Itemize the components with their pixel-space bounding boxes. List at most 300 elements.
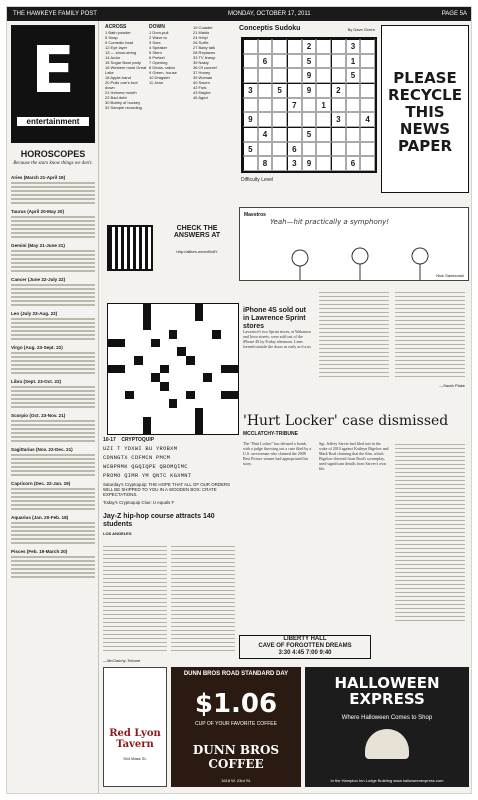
horoscope-text-line <box>11 364 95 366</box>
sudoku-cell[interactable] <box>360 68 375 83</box>
sudoku-cell[interactable] <box>258 142 273 157</box>
sudoku-cell[interactable] <box>258 39 273 54</box>
cryptoquip-answer: Saturday's Cryptoquip: THE HOPE THAT ALL OF OUR ORDERS WILL BE SHIPPED TO YOU IN A WOODEN BOX: CRATE EXPECTATIONS. <box>103 482 230 497</box>
newspaper-page <box>6 6 472 794</box>
crossword-clue: 6 Pretzel <box>149 55 165 60</box>
horoscope-text-line <box>11 304 95 306</box>
sudoku-cell[interactable] <box>243 68 258 83</box>
crossword-clue: 20 Pulls one's foot down <box>105 80 138 90</box>
crossword-black-square <box>177 347 186 356</box>
crossword-black-square <box>186 391 195 400</box>
horoscope-text-line <box>11 488 95 490</box>
sudoku-cell[interactable] <box>316 112 331 127</box>
horoscope-sign <box>11 175 95 204</box>
crossword-black-square <box>186 356 195 365</box>
comic-credit: Nick Samborski <box>436 273 464 278</box>
hurt-locker-headline: 'Hurt Locker' case dismissed <box>243 413 449 429</box>
horoscope-text-line <box>11 216 95 218</box>
coffee-offer: DUNN BROS ROAD STANDARD DAY <box>183 671 289 677</box>
horoscope-text-line <box>11 402 95 404</box>
sudoku-cell[interactable] <box>243 127 258 142</box>
sudoku-cell[interactable] <box>287 112 302 127</box>
crossword-clue: 5 Stern <box>149 50 162 55</box>
horoscope-text-line <box>11 428 95 430</box>
horoscope-text-line <box>11 300 95 302</box>
jayz-story <box>103 513 235 663</box>
cryptoquip-line-1: UZI T YDXWI BU YROBXM <box>103 446 178 452</box>
crossword-clue: 43 Maybe <box>193 90 211 95</box>
horoscope-text-line <box>11 288 95 290</box>
sudoku-cell[interactable] <box>316 54 331 69</box>
iphone-text-col-3 <box>395 289 465 379</box>
sudoku-cell[interactable]: 9 <box>302 68 317 83</box>
cryptoquip-line-4: PROMO QIMR YM QNTC KGXMNT <box>103 473 192 479</box>
horoscope-sign-name: Taurus (April 20-May 20) <box>11 209 65 214</box>
horoscope-text-line <box>11 368 95 370</box>
sudoku-cell[interactable]: 5 <box>346 68 361 83</box>
horoscope-text-line <box>11 194 95 196</box>
horoscope-text-line <box>11 538 95 540</box>
crossword-black-square <box>221 365 230 374</box>
check-answers-headline: CHECK THE ANSWERS AT <box>173 225 221 239</box>
hurt-locker-text-col-3 <box>395 441 465 621</box>
horoscope-sign <box>11 243 95 272</box>
sudoku-grid <box>241 37 377 173</box>
sudoku-cell[interactable] <box>287 83 302 98</box>
crossword-black-square <box>143 425 152 434</box>
sudoku-cell[interactable] <box>287 54 302 69</box>
left-column <box>7 21 99 794</box>
sudoku-cell[interactable]: 5 <box>302 54 317 69</box>
sudoku-cell[interactable]: 1 <box>316 98 331 113</box>
crossword-clue: 22 Bad debt <box>105 95 127 100</box>
coffee-price: $1.06 <box>194 689 278 719</box>
horoscope-text-line <box>11 334 95 336</box>
horoscope-text-line <box>11 372 95 374</box>
crossword-clue: 11 Jean <box>149 80 163 85</box>
sudoku-cell[interactable] <box>346 98 361 113</box>
horoscope-sign <box>11 413 95 442</box>
horoscope-text-line <box>11 470 95 472</box>
crossword-clue: 37 Honey <box>193 70 211 75</box>
horoscope-text-line <box>11 322 95 324</box>
crossword-black-square <box>195 408 204 417</box>
horoscope-text-line <box>11 500 95 502</box>
ghost-icon <box>365 729 409 759</box>
horoscope-text-line <box>11 190 95 192</box>
crossword-black-square <box>117 365 126 374</box>
sudoku-cell[interactable] <box>360 83 375 98</box>
sudoku-cell[interactable] <box>243 54 258 69</box>
horoscope-text-line <box>11 262 95 264</box>
jayz-text-col-1 <box>103 543 167 653</box>
sudoku-cell[interactable] <box>258 83 273 98</box>
horoscope-text-line <box>11 182 95 184</box>
sudoku-cell[interactable] <box>346 127 361 142</box>
sudoku-cell[interactable] <box>316 83 331 98</box>
sudoku-cell[interactable]: 2 <box>302 39 317 54</box>
cryptoquip-date: 10-17 <box>103 437 116 443</box>
crossword-clue: 16 Western most Great Lake <box>105 65 147 75</box>
sudoku-cell[interactable] <box>258 98 273 113</box>
horoscope-sign-name: Virgo (Aug. 23-Sept. 22) <box>11 345 63 350</box>
horoscope-sign-name: Cancer (June 22-July 22) <box>11 277 66 282</box>
sudoku-cell[interactable]: 8 <box>258 156 273 171</box>
crossword-black-square <box>143 313 152 322</box>
sudoku-cell[interactable] <box>316 68 331 83</box>
page-number: PAGE 5A <box>441 11 467 17</box>
horoscope-sign <box>11 481 95 510</box>
crossword-black-square <box>203 373 212 382</box>
horoscope-text-line <box>11 508 95 510</box>
horoscope-text-line <box>11 236 95 238</box>
comic-drawing-icon <box>240 208 470 282</box>
sudoku-cell[interactable] <box>272 156 287 171</box>
cryptoquip-line-3: WCBPRMK QGQIQPE QBOMQIMC <box>103 464 188 470</box>
crossword-clue: 14 Ardor <box>105 55 121 60</box>
crossword-clue: 4 Speaker <box>149 45 168 50</box>
red-lion-ad[interactable] <box>103 667 167 787</box>
sudoku-cell[interactable] <box>243 156 258 171</box>
sudoku-cell[interactable] <box>272 39 287 54</box>
sudoku-cell[interactable]: 5 <box>302 127 317 142</box>
horoscope-text-line <box>11 522 95 524</box>
liberty-hall-times: 3:30 4:45 7:00 9:40 <box>278 650 332 656</box>
horoscopes-title: HOROSCOPES <box>20 149 86 159</box>
horoscope-text-line <box>11 406 95 408</box>
crossword-clue: 9 Green- house <box>149 70 177 75</box>
paper-name: THE HAWKEYE FAMILY POST <box>13 11 97 17</box>
horoscope-text-line <box>11 360 95 362</box>
sudoku-cell[interactable]: 7 <box>287 98 302 113</box>
down-clues <box>149 25 191 85</box>
horoscope-text-line <box>11 326 95 328</box>
sudoku-title: Conceptis Sudoku <box>239 25 301 32</box>
comic-title: Maestros <box>244 212 266 218</box>
coffee-sub: CUP OF YOUR FAVORITE COFFEE <box>195 721 277 727</box>
crossword-clue: 27 Baby talk <box>193 45 216 50</box>
sudoku-cell[interactable]: 5 <box>243 142 258 157</box>
horoscope-text-line <box>11 556 95 558</box>
crossword-clue: 3 Sore <box>149 40 161 45</box>
crossword-black-square <box>117 339 126 348</box>
jayz-credit: —McClatchy-Tribune <box>103 658 141 663</box>
horoscope-text-line <box>11 356 95 358</box>
horoscope-text-line <box>11 224 95 226</box>
sudoku-cell[interactable]: 3 <box>243 83 258 98</box>
horoscope-text-line <box>11 390 95 392</box>
sudoku-cell[interactable] <box>360 98 375 113</box>
cryptoquip-clue: Today's Cryptoquip Clue: U equals F <box>103 500 175 505</box>
horoscope-sign-name: Leo (July 23-Aug. 22) <box>11 311 58 316</box>
horoscope-text-line <box>11 266 95 268</box>
crossword-clue: 1 Bath powder <box>105 30 131 35</box>
iphone-body: Lawrence's two Sprint stores, at Wakarusa and Iowa streets, were sold out of the iPhone 4S by Friday afternoon. Lines formed outside the doors as early as 6 a.m. <box>243 329 312 349</box>
crossword-clue: 42 Fork <box>193 85 207 90</box>
liberty-hall-name: LIBERTY HALL <box>283 636 327 642</box>
horoscope-text-line <box>11 454 95 456</box>
horoscope-text-line <box>11 270 95 272</box>
crossword-clue: 7 Opening <box>149 60 168 65</box>
sudoku-cell[interactable] <box>302 112 317 127</box>
horoscope-sign-name: Libra (Sept. 23-Oct. 22) <box>11 379 62 384</box>
coffee-addr: 1618 W. 23rd St. <box>221 778 251 783</box>
express-foot: In the Hampton Inn Lodge Building www.halloweenexpress.com <box>330 778 444 783</box>
horoscope-text-line <box>11 568 95 570</box>
sudoku-cell[interactable] <box>272 54 287 69</box>
horoscope-sign-name: Pisces (Feb. 19-March 20) <box>11 549 68 554</box>
section-logo-letter: E <box>31 34 75 108</box>
horoscope-text-line <box>11 530 95 532</box>
crossword-black-square <box>143 304 152 313</box>
crossword-clue: 12 Eye layer <box>105 45 128 50</box>
sudoku-cell[interactable]: 4 <box>258 127 273 142</box>
horoscope-text-line <box>11 398 95 400</box>
crossword-black-square <box>229 391 238 400</box>
express-title: HALLOWEEN EXPRESS <box>334 674 440 708</box>
sudoku-cell[interactable]: 6 <box>258 54 273 69</box>
sudoku-cell[interactable] <box>272 127 287 142</box>
sudoku-cell[interactable]: 9 <box>243 112 258 127</box>
crossword-clue: 32 Sample recording <box>105 105 142 110</box>
sudoku-cell[interactable]: 1 <box>346 54 361 69</box>
across-clues <box>105 25 147 110</box>
sudoku-cell[interactable]: 3 <box>331 112 346 127</box>
horoscope-sign-name: Sagittarius (Nov. 22-Dec. 21) <box>11 447 73 452</box>
comic-speech: Yeah—hit practically a symphony! <box>270 218 390 226</box>
horoscope-text-line <box>11 462 95 464</box>
crossword-clue: 1 Dom-pull <box>149 30 169 35</box>
horoscope-text-line <box>11 576 95 578</box>
horoscope-list <box>11 175 95 583</box>
sudoku-cell[interactable] <box>331 54 346 69</box>
sudoku-cell[interactable] <box>287 68 302 83</box>
crossword-black-square <box>160 382 169 391</box>
sudoku-byline: By Dave Green <box>347 27 375 32</box>
check-answers-ad <box>103 221 235 307</box>
crossword-clue: 21 Hebrew month <box>105 90 137 95</box>
down-header: DOWN <box>149 24 165 30</box>
horoscope-sign <box>11 515 95 544</box>
sudoku-cell[interactable] <box>287 127 302 142</box>
sudoku-cell[interactable] <box>360 156 375 171</box>
horoscope-text-line <box>11 296 95 298</box>
sudoku-cell[interactable]: 6 <box>287 142 302 157</box>
sudoku-cell[interactable] <box>272 112 287 127</box>
crossword-black-square <box>151 373 160 382</box>
crossword-clue: 30 Bobby of hockey <box>105 100 141 105</box>
horoscope-text-line <box>11 542 95 544</box>
crossword-clue: 5 Snap <box>105 35 118 40</box>
sudoku-cell[interactable]: 6 <box>346 156 361 171</box>
horoscope-text-line <box>11 394 95 396</box>
crossword-clue: 36 Of course! <box>193 65 218 70</box>
crossword-clue: 13 — show-string <box>105 50 137 55</box>
horoscopes-subtitle: Because the stars know things we don't. <box>13 161 93 166</box>
sudoku-cell[interactable]: 3 <box>287 156 302 171</box>
crossword-black-square <box>229 365 238 374</box>
coffee-brand: DUNN BROS COFFEE <box>192 743 280 771</box>
down-clues-more <box>193 25 235 100</box>
sudoku-cell[interactable]: 4 <box>360 112 375 127</box>
section-logo <box>11 25 95 143</box>
sudoku-cell[interactable] <box>302 98 317 113</box>
horoscope-text-line <box>11 496 95 498</box>
sudoku-panel <box>239 25 379 193</box>
sudoku-cell[interactable]: 3 <box>346 39 361 54</box>
cryptoquip-line-2: CDNNGTX CDFMCN PMCM <box>103 455 171 461</box>
sudoku-difficulty: Difficulty Level <box>241 177 274 183</box>
horoscope-text-line <box>11 424 95 426</box>
crossword-black-square <box>108 365 117 374</box>
horoscope-sign-name: Scorpio (Oct. 23-Nov. 21) <box>11 413 66 418</box>
sudoku-cell[interactable]: 2 <box>331 83 346 98</box>
issue-date: MONDAY, OCTOBER 17, 2011 <box>228 11 311 17</box>
recycle-text: PLEASE RECYCLE THIS NEWS PAPER <box>388 69 462 155</box>
sudoku-cell[interactable] <box>316 156 331 171</box>
crossword-clue: 45 Aged <box>193 95 208 100</box>
horoscope-text-line <box>11 386 95 388</box>
horoscope-text-line <box>11 440 95 442</box>
sudoku-cell[interactable] <box>316 39 331 54</box>
horoscope-text-line <box>11 420 95 422</box>
crossword-clue: 28 Replaces <box>193 50 216 55</box>
horoscope-sign <box>11 209 95 238</box>
horoscope-sign <box>11 345 95 374</box>
crossword-black-square <box>134 356 143 365</box>
crossword-black-square <box>169 330 178 339</box>
horoscope-sign-name: Capricorn (Dec. 22-Jan. 19) <box>11 481 71 486</box>
sudoku-cell[interactable] <box>331 68 346 83</box>
sudoku-cell[interactable] <box>346 112 361 127</box>
sudoku-cell[interactable]: 5 <box>272 83 287 98</box>
horoscope-text-line <box>11 186 95 188</box>
horoscope-text-line <box>11 458 95 460</box>
horoscope-sign <box>11 549 95 578</box>
jayz-dateline: LOS ANGELES <box>103 531 132 536</box>
sudoku-cell[interactable] <box>258 112 273 127</box>
sudoku-cell[interactable] <box>243 39 258 54</box>
section-label: entertainment <box>17 117 89 126</box>
sudoku-cell[interactable] <box>346 83 361 98</box>
crossword-black-square <box>195 425 204 434</box>
sudoku-cell[interactable] <box>331 39 346 54</box>
horoscope-text-line <box>11 292 95 294</box>
sudoku-cell[interactable] <box>243 98 258 113</box>
horoscope-text-line <box>11 352 95 354</box>
recycle-notice <box>381 25 469 193</box>
horoscope-text-line <box>11 474 95 476</box>
crossword-black-square <box>195 417 204 426</box>
sudoku-cell[interactable] <box>331 156 346 171</box>
sudoku-cell[interactable] <box>331 142 346 157</box>
crossword-clue: 18 Apple-hand <box>105 75 131 80</box>
crossword-clue: 19 Coaster <box>193 25 213 30</box>
horoscope-text-line <box>11 560 95 562</box>
comic-strip <box>239 207 469 281</box>
qr-code-icon[interactable] <box>107 225 153 271</box>
liberty-hall-title: CAVE OF FORGOTTEN DREAMS <box>258 643 352 649</box>
horoscope-text-line <box>11 198 95 200</box>
express-sub: Where Halloween Comes to Shop <box>341 715 433 721</box>
halloween-express-ad[interactable] <box>305 667 469 787</box>
sudoku-cell[interactable] <box>331 127 346 142</box>
sudoku-cell[interactable] <box>346 142 361 157</box>
crossword-clue: 39 Woman <box>193 75 213 80</box>
crossword-black-square <box>143 417 152 426</box>
horoscope-sign-name: Aquarius (Jan. 20-Feb. 18) <box>11 515 69 520</box>
horoscope-sign <box>11 311 95 340</box>
horoscope-text-line <box>11 232 95 234</box>
horoscope-text-line <box>11 466 95 468</box>
iphone-headline: iPhone 4S sold out in Lawrence Sprint stores <box>243 307 307 330</box>
iphone-story <box>239 285 469 395</box>
sudoku-cell[interactable] <box>360 54 375 69</box>
sudoku-cell[interactable] <box>331 98 346 113</box>
sudoku-cell[interactable] <box>360 127 375 142</box>
crossword-clue: 40 Sworn <box>193 80 210 85</box>
crossword-clue: 33 TV lineup <box>193 55 216 60</box>
sudoku-cell[interactable] <box>302 142 317 157</box>
sudoku-cell[interactable] <box>258 68 273 83</box>
crossword-clue: 10 Dragster <box>149 75 170 80</box>
crossword-black-square <box>151 339 160 348</box>
sudoku-cell[interactable] <box>316 127 331 142</box>
sudoku-cell[interactable] <box>272 142 287 157</box>
check-answers-url[interactable]: http://altkes.ws/nxBx8Y <box>176 249 218 254</box>
horoscope-sign <box>11 277 95 306</box>
red-lion-addr: 944 Mass St. <box>123 756 147 761</box>
across-header: ACROSS <box>105 24 127 30</box>
hurt-locker-body-2: Sgt. Jeffrey Sarver had filed suit in the wake of 2010 against Kathryn Bigelow and Mark Boal claiming that the film, which Bigelow directed from Boal's screenplay, used significant details from Sarver's own life. <box>319 441 389 471</box>
sudoku-cell[interactable] <box>360 39 375 54</box>
crossword-clue: 2 Wave to <box>149 35 167 40</box>
sudoku-cell[interactable] <box>287 39 302 54</box>
horoscope-sign-name: Aries (March 21-April 19) <box>11 175 66 180</box>
sudoku-cell[interactable] <box>272 68 287 83</box>
sudoku-cell[interactable] <box>272 98 287 113</box>
crossword-black-square <box>143 321 152 330</box>
horoscope-sign-name: Gemini (May 21-June 21) <box>11 243 65 248</box>
sudoku-cell[interactable] <box>360 142 375 157</box>
horoscope-text-line <box>11 534 95 536</box>
horoscope-text-line <box>11 254 95 256</box>
crossword-grid <box>107 303 239 435</box>
horoscope-text-line <box>11 526 95 528</box>
page-header <box>7 7 472 21</box>
sudoku-cell[interactable]: 9 <box>302 156 317 171</box>
horoscope-sign <box>11 379 95 408</box>
dunn-bros-ad[interactable] <box>171 667 301 787</box>
crossword-clue: 35 Nasty <box>193 60 209 65</box>
crossword-clue: 24 Help! <box>193 35 208 40</box>
crossword-black-square <box>160 365 169 374</box>
cryptoquip <box>103 437 235 507</box>
crossword-clue: 9 Comedic beat <box>105 40 134 45</box>
horoscope-text-line <box>11 228 95 230</box>
red-lion-name: Red Lyon Tavern <box>109 728 161 750</box>
sudoku-cell[interactable] <box>316 142 331 157</box>
crossword-clue: 8 Decla- ration <box>149 65 176 70</box>
horoscope-text-line <box>11 258 95 260</box>
liberty-hall-ad[interactable] <box>239 635 371 659</box>
crossword-clue: 21 Maids <box>193 30 210 35</box>
sudoku-cell[interactable]: 9 <box>302 83 317 98</box>
horoscope-text-line <box>11 220 95 222</box>
horoscope-text-line <box>11 564 95 566</box>
crossword-clue: 15 Sugar Bowl party <box>105 60 142 65</box>
crossword-black-square <box>195 313 204 322</box>
